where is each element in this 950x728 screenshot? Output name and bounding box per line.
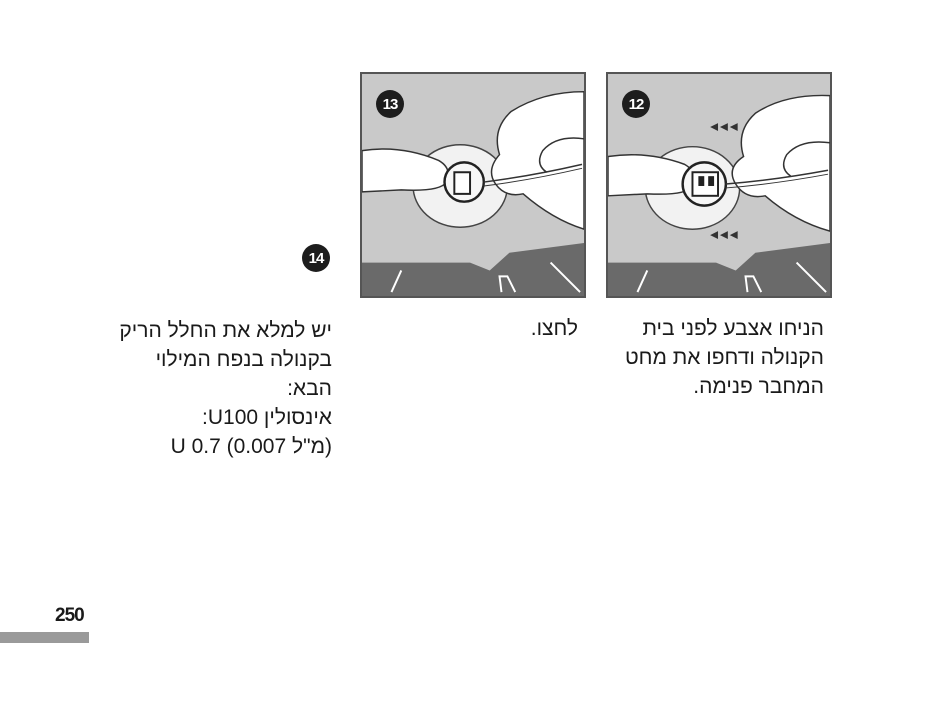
- step-12-text: הניחו אצבע לפני בית הקנולה ודחפו את מחט המחבר פנימה.: [624, 317, 824, 398]
- step-14-line: בקנולה בנפח המילוי: [155, 348, 332, 371]
- step-badge: 13: [376, 90, 404, 118]
- step-badge: 12: [622, 90, 650, 118]
- step-14-line: אינסולין U100:: [202, 406, 332, 429]
- step-13-caption: [531, 314, 578, 343]
- page-number: 250: [55, 605, 84, 626]
- step-12-caption: [604, 314, 824, 401]
- step-14-line: יש למלא את החלל הריק: [119, 319, 332, 342]
- step-14-line: U 0.7 (0.007 מ"ל): [170, 435, 332, 458]
- step-14-caption: [119, 316, 332, 461]
- step-14-badge: 14: [302, 244, 330, 272]
- step-13-text: לחצו.: [530, 317, 578, 340]
- step-13-illustration: [360, 72, 586, 298]
- page-number-bar: [0, 632, 89, 643]
- step-12-illustration: [606, 72, 832, 298]
- step-14-line: הבא:: [287, 377, 332, 400]
